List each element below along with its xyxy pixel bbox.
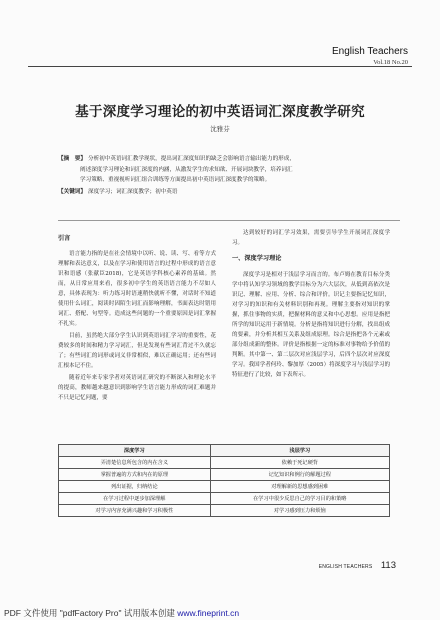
- table-cell: 记忆知识和例行的解题过程: [210, 469, 389, 481]
- abstract-rule: [58, 220, 400, 221]
- abstract-block: [58, 154, 400, 197]
- section-heading-1: 一、深度学习理论: [232, 255, 282, 262]
- left-column: [58, 228, 216, 405]
- table-cell: 对理解新的思想感到困难: [210, 481, 389, 493]
- intro-paragraph-2: 目前，虽然绝大部分学生认识到英语词汇学习的重要性，花费较多的时间和精力学习词汇，但是发现有些词汇背过不久就忘了；有些词汇的词形或词义非常相似，难以正确运用；还有些词汇根本记不住。: [58, 333, 216, 369]
- table-cell: 在学习过程中逐步加深理解: [59, 493, 211, 505]
- intro-paragraph-3: 随着近年来专家学者对英语词汇研究的不断深入和理论水平的提高，教师越来越意识到影响学生语言能力形成的词汇难题并不只是记忆问题，要: [58, 375, 216, 401]
- table-cell: 弄清楚信息所包含的内在含义: [59, 457, 211, 469]
- table-row: [59, 493, 390, 505]
- page-number: 113: [380, 560, 396, 571]
- table-header-deep: 深度学习: [59, 445, 211, 457]
- pdf-watermark: [0, 606, 440, 620]
- table-cell: 依赖于死记硬背: [210, 457, 389, 469]
- abstract-line-3: 学习策略、重视视听词汇组合训练等方面提出初中英语词汇深度教学的策略。: [80, 177, 271, 183]
- table-header-row: [59, 445, 390, 457]
- keywords-text: 深度学习；词汇深度教学；初中英语: [87, 188, 178, 195]
- page-footer: [319, 555, 396, 573]
- paper-author: 沈雅芬: [210, 125, 230, 133]
- intro-paragraph-1: 语言能力指的是在社会情境中以听、说、读、写、看等方式理解和表达意义，以及在学习和使用语言的过程中形成的语言意识和语感（张献臣2018)，它是英语学科核心素养的基础。然而，从日常应用来看，很多初中学生的英语语言能力不尽如人意，具体表现为：听力练习时语速稍快就听不懂，对话时不知道使用什么词汇，阅读时因陌生词汇而影响理解，书面表达时错用词汇、搭配、句型等。造成这些问题的一个重要原因是词汇掌握不扎实。: [58, 251, 216, 327]
- abstract-line-2: 阐述深度学习理论和词汇深度的内涵，从激发学生的求知欲、开展词块教学，培养词汇: [80, 166, 293, 173]
- table-header-shallow: 浅层学习: [210, 445, 389, 457]
- abstract-line-1: 分析初中英语词汇教学现状，提出词汇深度知识的缺乏会影响语言输出能力的形成，: [87, 156, 295, 162]
- table-row: [59, 457, 390, 469]
- journal-header: [332, 46, 408, 66]
- table-row: [59, 505, 390, 517]
- keywords-row: [58, 187, 400, 198]
- intro-paragraph-continued: 达到较好的词汇学习效果，需要引导学生开展词汇深度学习。: [232, 230, 390, 246]
- table-row: [59, 469, 390, 481]
- footer-journal: ENGLISH TEACHERS: [318, 564, 373, 570]
- table-cell: 在学习中很少反思自己的学习目的和策略: [210, 493, 389, 505]
- theory-paragraph-1: 深度学习是相对于浅层学习而言的。布卢姆在教育目标分类学中将认知学习领域的教学目标分为六大层次，从低到高依次是识记、理解、应用、分析、综合和评价。识记主要指记忆知识，对学习的知识和有关材料识别和再现。理解主要指对知识的掌握，抓住事物的实质，把握材料的意义和中心思想。应用是指把所学的知识运用于新情境。分析是指将知识进行分解，找出组成的要素，并分析其相互关系及组成原理。综合是指把各个元素或部分组成新的整体。评价是指根据一定的标准对事物给予价值的判断。其中第一、第二层次对应浅层学习，后四个层次对应深度学习。我国学者何玲、黎加厚（2005）将深度学习与浅层学习的特征进行了比较，如下表所示。: [232, 272, 390, 378]
- abstract-label: 【摘 要】: [58, 156, 86, 162]
- watermark-link[interactable]: www.fineprint.cn: [177, 608, 240, 618]
- paper-title: 基于深度学习理论的初中英语词汇深度教学研究: [75, 104, 365, 120]
- table-cell: 对学习感到压力和烦恼: [210, 505, 389, 517]
- right-column: [232, 228, 390, 382]
- table-row: [59, 481, 390, 493]
- intro-heading: 引言: [58, 235, 71, 242]
- keywords-label: 【关键词】: [58, 188, 86, 195]
- table-cell: 掌握普遍的方式和内在的原理: [59, 469, 211, 481]
- journal-volume: Vol.18 No.20: [373, 59, 408, 66]
- journal-name: English Teachers: [332, 46, 408, 57]
- table-cell: 对学习内容充满兴趣和学习积极性: [59, 505, 211, 517]
- comparison-table: [58, 444, 390, 517]
- header-rule: [28, 66, 412, 67]
- watermark-text: PDF 文件使用 "pdfFactory Pro" 试用版本创建: [4, 608, 178, 618]
- table-cell: 列出证据，归纳结论: [59, 481, 211, 493]
